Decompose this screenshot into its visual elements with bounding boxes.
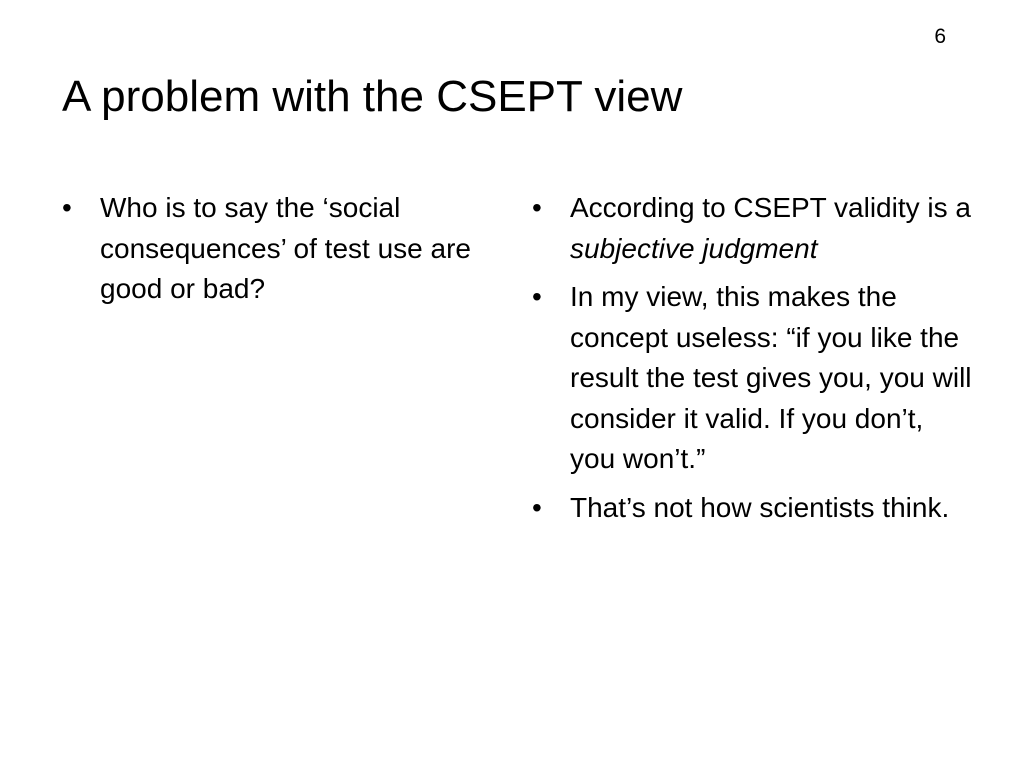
bullet-text: Who is to say the ‘social consequences’ of test use are good or bad? [100, 192, 471, 304]
bullet-icon: • [532, 192, 542, 223]
slide-number: 6 [934, 25, 946, 48]
left-bullet-list [62, 188, 472, 318]
bullet-text: That’s not how scientists think. [570, 491, 950, 523]
right-bullet-list [532, 188, 972, 536]
bullet-icon: • [532, 491, 542, 523]
bullet-item [532, 488, 972, 529]
bullet-emphasis: subjective judgment [570, 232, 818, 264]
bullet-icon: • [62, 192, 72, 223]
bullet-item [532, 277, 972, 480]
bullet-text: According to CSEPT validity is a [570, 192, 971, 223]
bullet-item [62, 188, 472, 310]
bullet-icon: • [532, 281, 542, 312]
slide-title: A problem with the CSEPT view [62, 72, 683, 121]
bullet-item [532, 188, 972, 269]
bullet-text: In my view, this makes the concept useless: “if you like the result the test gives you, you will consider it valid. If you don’t, you won’t.” [570, 281, 972, 474]
